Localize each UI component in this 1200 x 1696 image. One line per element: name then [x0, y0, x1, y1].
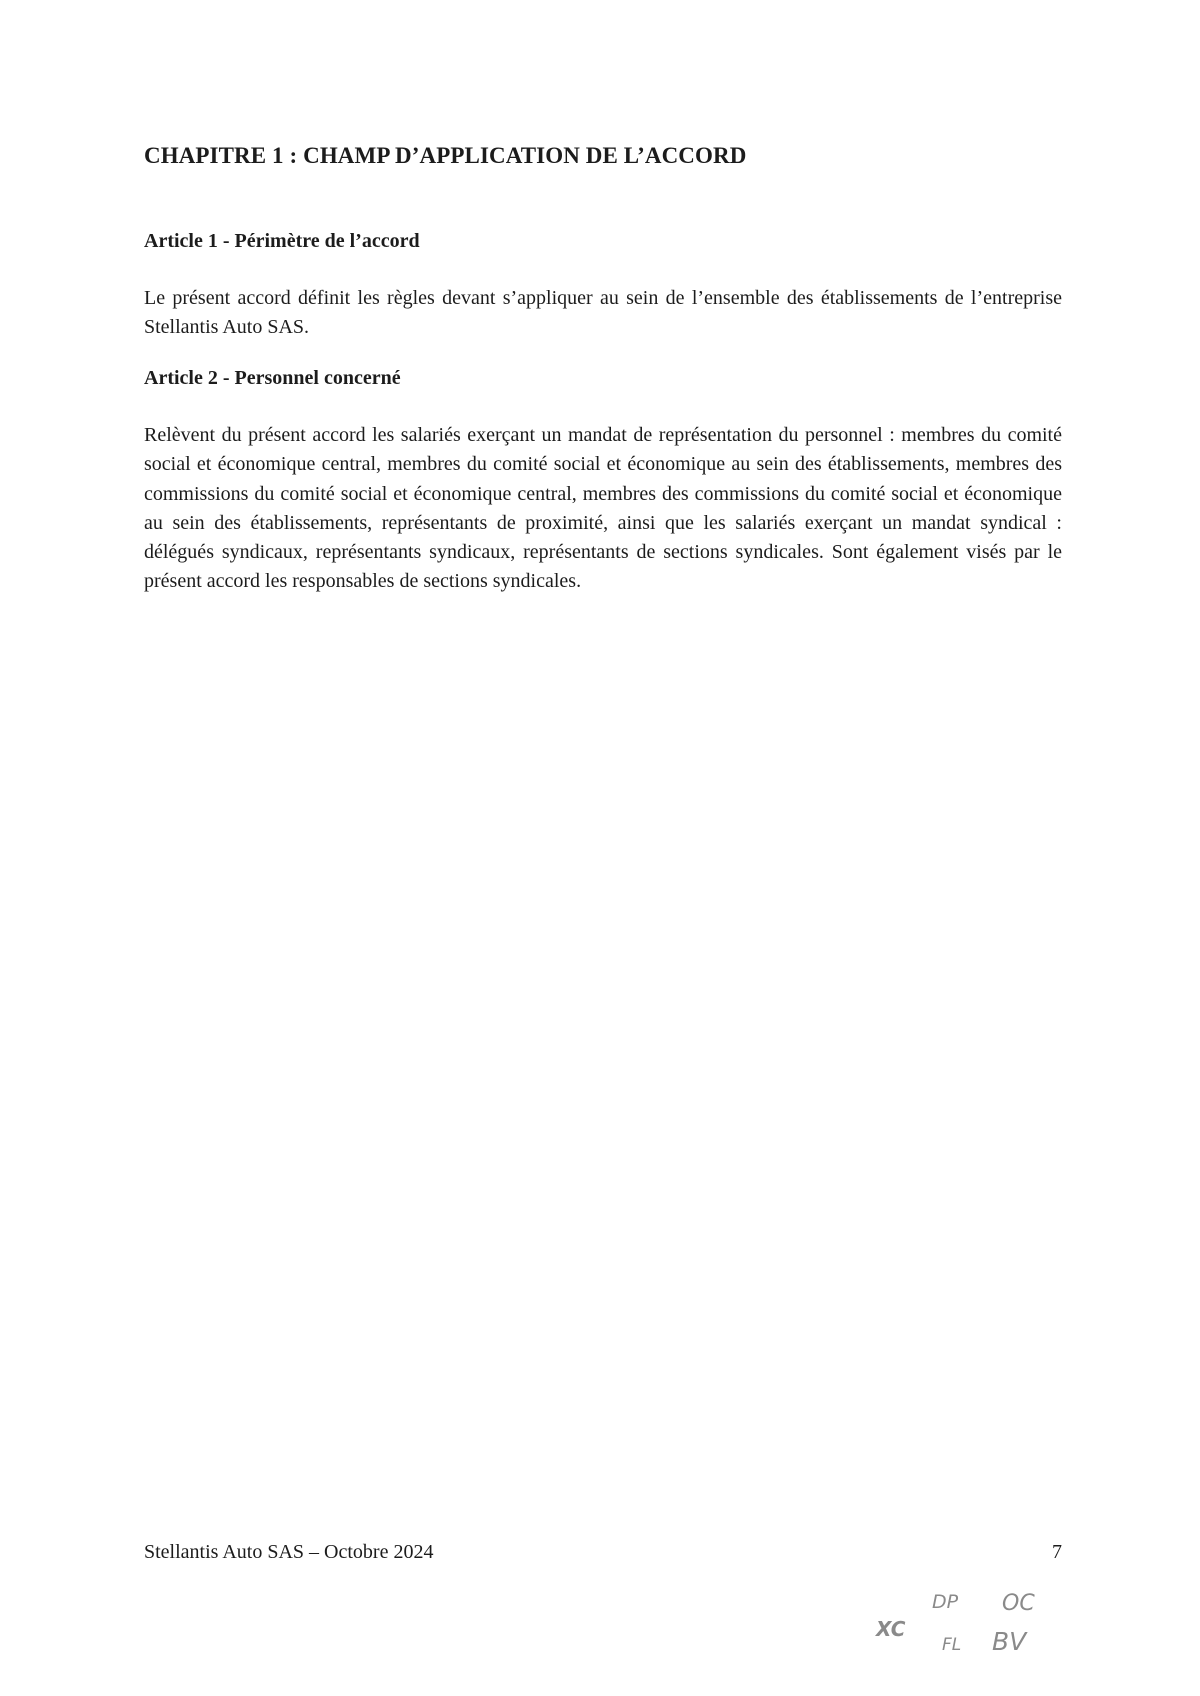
initials-fl: FL	[942, 1635, 962, 1655]
handwritten-initials-signature	[870, 1584, 1070, 1664]
article-2-heading: Article 2 - Personnel concerné	[144, 367, 401, 389]
article-1-paragraph: Le présent accord définit les règles devant s’appliquer au sein de l’ensemble des établissements de l’entreprise Stellantis Auto SAS.	[144, 287, 1062, 339]
initials-bv: BV	[992, 1627, 1027, 1656]
article-2-paragraph: Relèvent du présent accord les salariés exerçant un mandat de représentation du personnel : membres du comité social et économique central, membres du comité social et économique au sein des établissements, membres des commissions du comité social et économique central, membres des commissions du comité social et économique au sein des établissements, représentants de proximité, ainsi que les salariés exerçant un mandat syndical : délégués syndicaux, représentants syndicaux, représentants de sections syndicales. Sont également visés par le présent accord les responsables de sections syndicales.	[144, 424, 1062, 593]
initials-dp: DP	[932, 1591, 959, 1613]
footer-page-number: 7	[1052, 1541, 1062, 1563]
footer-company-date: Stellantis Auto SAS – Octobre 2024	[144, 1541, 434, 1563]
initials-xc: XC	[876, 1617, 906, 1641]
chapter-title: CHAPITRE 1 : CHAMP D’APPLICATION DE L’ACCORD	[144, 143, 747, 168]
article-1-heading: Article 1 - Périmètre de l’accord	[144, 230, 420, 252]
initials-oc: OC	[1002, 1591, 1035, 1616]
